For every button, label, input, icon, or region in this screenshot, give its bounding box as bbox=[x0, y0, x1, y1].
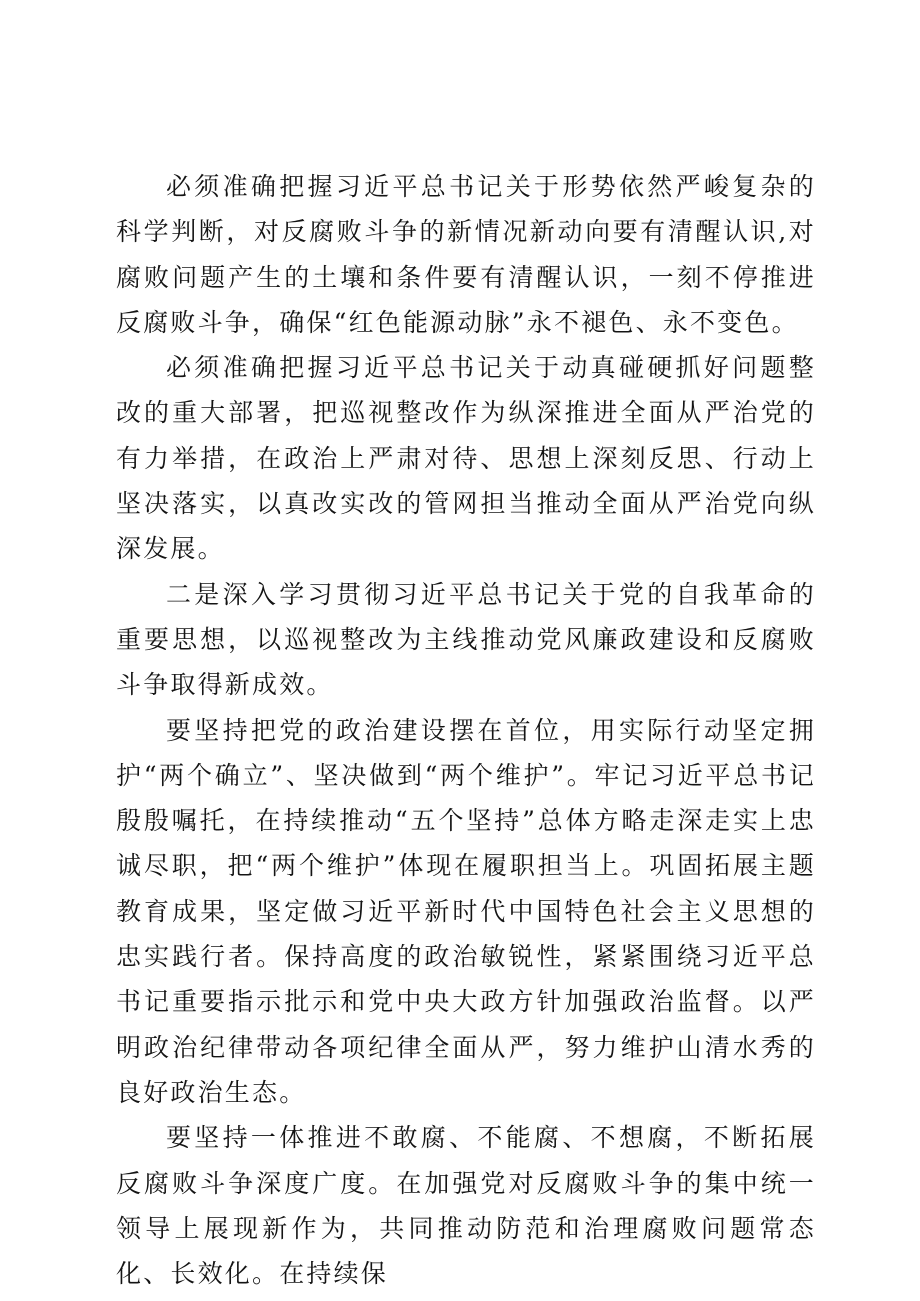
document-body bbox=[116, 164, 816, 1296]
paragraph-4: 要坚持把党的政治建设摆在首位，用实际行动坚定拥护“两个确立”、坚决做到“两个维护”。牢记习近平总书记殷殷嘱托，在持续推动“五个坚持”总体方略走深走实上忠诚尽职，把“两个维护”体现在履职担当上。巩固拓展主题教育成果，坚定做习近平新时代中国特色社会主义思想的忠实践行者。保持高度的政治敏锐性，紧紧围绕习近平总书记重要指示批示和党中央大政方针加强政治监督。以严明政治纪律带动各项纪律全面从严，努力维护山清水秀的良好政治生态。 bbox=[116, 715, 816, 1107]
paragraph-1: 必须准确把握习近平总书记关于形势依然严峻复杂的科学判断，对反腐败斗争的新情况新动向要有清醒认识,对腐败问题产生的土壤和条件要有清醒认识，一刻不停推进反腐败斗争，确保“红色能源动脉”永不褪色、永不变色。 bbox=[116, 172, 816, 337]
paragraph-2: 必须准确把握习近平总书记关于动真碰硬抓好问题整改的重大部署，把巡视整改作为纵深推进全面从严治党的有力举措，在政治上严肃对待、思想上深刻反思、行动上坚决落实，以真改实改的管网担当推动全面从严治党向纵深发展。 bbox=[116, 353, 816, 564]
paragraph-3: 二是深入学习贯彻习近平总书记关于党的自我革命的重要思想，以巡视整改为主线推动党风廉政建设和反腐败斗争取得新成效。 bbox=[116, 579, 816, 700]
paragraph-5: 要坚持一体推进不敢腐、不能腐、不想腐，不断拓展反腐败斗争深度广度。在加强党对反腐败斗争的集中统一领导上展现新作为，共同推动防范和治理腐败问题常态化、长效化。在持续保 bbox=[116, 1123, 816, 1289]
